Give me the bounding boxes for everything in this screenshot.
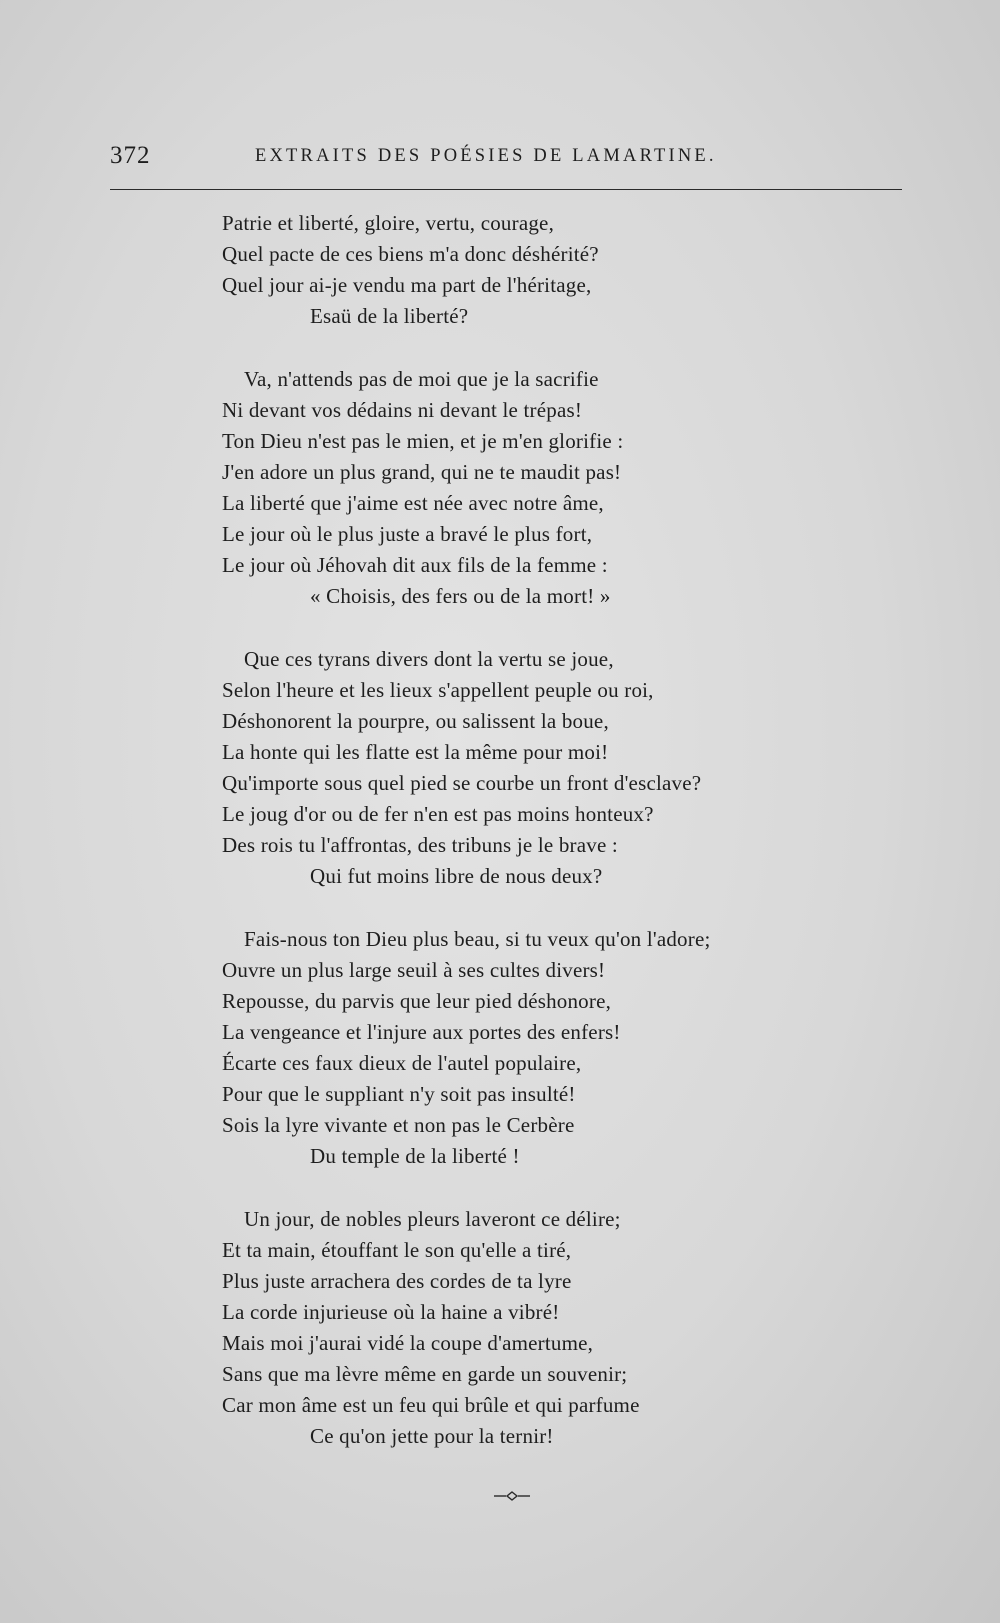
poem (222, 208, 822, 1484)
verse-line: Que ces tyrans divers dont la vertu se joue, (244, 647, 614, 671)
verse-line: Plus juste arrachera des cordes de ta lyre (222, 1269, 572, 1293)
verse-line: Mais moi j'aurai vidé la coupe d'amertume, (222, 1331, 594, 1355)
verse-line: Du temple de la liberté ! (310, 1144, 520, 1168)
verse-line: Sans que ma lèvre même en garde un souvenir; (222, 1362, 628, 1386)
verse-line: Patrie et liberté, gloire, vertu, courage, (222, 211, 555, 235)
stanza (222, 644, 822, 892)
verse-line: Quel jour ai-je vendu ma part de l'héritage, (222, 273, 592, 297)
verse-line: « Choisis, des fers ou de la mort! » (310, 584, 611, 608)
verse-line: La corde injurieuse où la haine a vibré! (222, 1300, 560, 1324)
verse-line: Esaü de la liberté? (310, 304, 469, 328)
end-ornament-icon (492, 1488, 532, 1504)
verse-line: Va, n'attends pas de moi que je la sacrifie (244, 367, 599, 391)
verse-line: Ouvre un plus large seuil à ses cultes divers! (222, 958, 606, 982)
verse-line: Car mon âme est un feu qui brûle et qui parfume (222, 1393, 640, 1417)
verse-line: Ce qu'on jette pour la ternir! (310, 1424, 554, 1448)
verse-line: Et ta main, étouffant le son qu'elle a tiré, (222, 1238, 572, 1262)
verse-line: Qu'importe sous quel pied se courbe un front d'esclave? (222, 771, 702, 795)
verse-line: Déshonorent la pourpre, ou salissent la boue, (222, 709, 609, 733)
verse-line: Écarte ces faux dieux de l'autel populaire, (222, 1051, 582, 1075)
verse-line: Fais-nous ton Dieu plus beau, si tu veux qu'on l'adore; (244, 927, 711, 951)
verse-line: Pour que le suppliant n'y soit pas insulté! (222, 1082, 576, 1106)
verse-line: Sois la lyre vivante et non pas le Cerbère (222, 1113, 575, 1137)
stanza (222, 364, 822, 612)
stanza (222, 924, 822, 1172)
running-head (110, 142, 900, 178)
verse-line: La liberté que j'aime est née avec notre âme, (222, 491, 604, 515)
header-rule (110, 189, 902, 190)
verse-line: Un jour, de nobles pleurs laveront ce délire; (244, 1207, 621, 1231)
verse-line: La vengeance et l'injure aux portes des enfers! (222, 1020, 621, 1044)
verse-line: Selon l'heure et les lieux s'appellent peuple ou roi, (222, 678, 654, 702)
stanza (222, 208, 822, 332)
running-title: EXTRAITS DES POÉSIES DE LAMARTINE. (255, 146, 717, 166)
verse-line: J'en adore un plus grand, qui ne te maudit pas! (222, 460, 622, 484)
verse-line: Qui fut moins libre de nous deux? (310, 864, 603, 888)
stanza (222, 1204, 822, 1452)
verse-line: Le jour où le plus juste a bravé le plus fort, (222, 522, 593, 546)
page-number: 372 (110, 142, 151, 169)
verse-line: Des rois tu l'affrontas, des tribuns je le brave : (222, 833, 618, 857)
verse-line: Ni devant vos dédains ni devant le trépas! (222, 398, 583, 422)
verse-line: Repousse, du parvis que leur pied déshonore, (222, 989, 612, 1013)
verse-line: Le jour où Jéhovah dit aux fils de la femme : (222, 553, 608, 577)
verse-line: Le joug d'or ou de fer n'en est pas moins honteux? (222, 802, 654, 826)
verse-line: Quel pacte de ces biens m'a donc déshérité? (222, 242, 599, 266)
verse-line: Ton Dieu n'est pas le mien, et je m'en glorifie : (222, 429, 624, 453)
verse-line: La honte qui les flatte est la même pour moi! (222, 740, 609, 764)
